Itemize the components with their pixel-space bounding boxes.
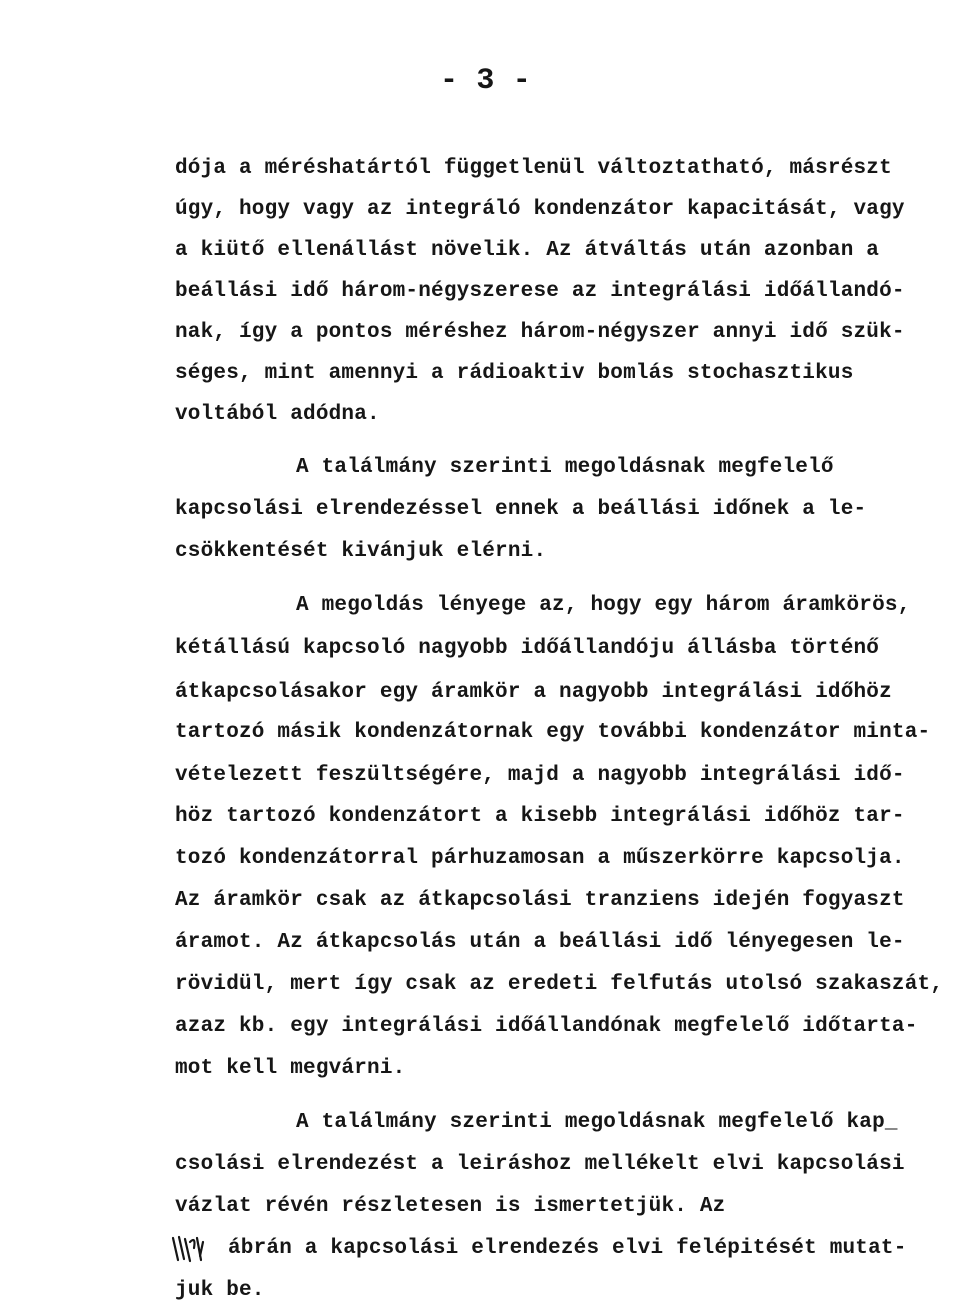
text-line: csolási elrendezést a leiráshoz mellékelt elvi kapcsolási: [175, 1153, 905, 1176]
text-line: mot kell megvárni.: [175, 1057, 406, 1080]
text-line: A találmány szerinti megoldásnak megfelelő: [296, 456, 834, 479]
text-line: voltából adódna.: [175, 403, 380, 426]
text-line: kapcsolási elrendezéssel ennek a beállási időnek a le-: [175, 498, 867, 521]
text-line: séges, mint amennyi a rádioaktiv bomlás stochasztikus: [175, 362, 854, 385]
text-line: juk be.: [175, 1279, 265, 1302]
text-line: kétállású kapcsoló nagyobb időállandóju állásba történő: [175, 637, 880, 660]
text-line: áramot. Az átkapcsolás után a beállási idő lényegesen le-: [175, 931, 905, 954]
text-line: A találmány szerinti megoldásnak megfelelő kap_: [296, 1111, 898, 1134]
text-line: azaz kb. egy integrálási időállandónak megfelelő időtarta-: [175, 1015, 918, 1038]
text-line: nak, így a pontos méréshez három-négyszer annyi idő szük-: [175, 321, 905, 344]
text-line: rövidül, mert így csak az eredeti felfutás utolsó szakaszát,: [175, 973, 944, 996]
page-number: - 3 -: [440, 64, 532, 98]
text-line: vázlat révén részletesen is ismertetjük. Az: [175, 1195, 726, 1218]
text-line: A megoldás lényege az, hogy egy három áramkörös,: [296, 594, 911, 617]
text-line: Az áramkör csak az átkapcsolási tranziens idején fogyaszt: [175, 889, 905, 912]
text-line: csökkentését kivánjuk elérni.: [175, 540, 547, 563]
text-line: dója a méréshatártól függetlenül változtatható, másrészt: [175, 157, 892, 180]
text-line: átkapcsolásakor egy áramkör a nagyobb integrálási időhöz: [175, 681, 892, 704]
text-line: vételezett feszültségére, majd a nagyobb integrálási idő-: [175, 764, 905, 787]
text-line: úgy, hogy vagy az integráló kondenzátor kapacitását, vagy: [175, 198, 905, 221]
text-line: höz tartozó kondenzátort a kisebb integrálási időhöz tar-: [175, 805, 905, 828]
text-line: tartozó másik kondenzátornak egy további kondenzátor minta-: [175, 721, 931, 744]
text-line: beállási idő három-négyszerese az integrálási időállandó-: [175, 280, 905, 303]
text-line: tozó kondenzátorral párhuzamosan a műszerkörre kapcsolja.: [175, 847, 905, 870]
text-line: ábrán a kapcsolási elrendezés elvi felépitését mutat-: [228, 1237, 907, 1260]
text-line: a kiütő ellenállást növelik. Az átváltás után azonban a: [175, 239, 880, 262]
handwritten-mark-icon: [170, 1234, 212, 1264]
